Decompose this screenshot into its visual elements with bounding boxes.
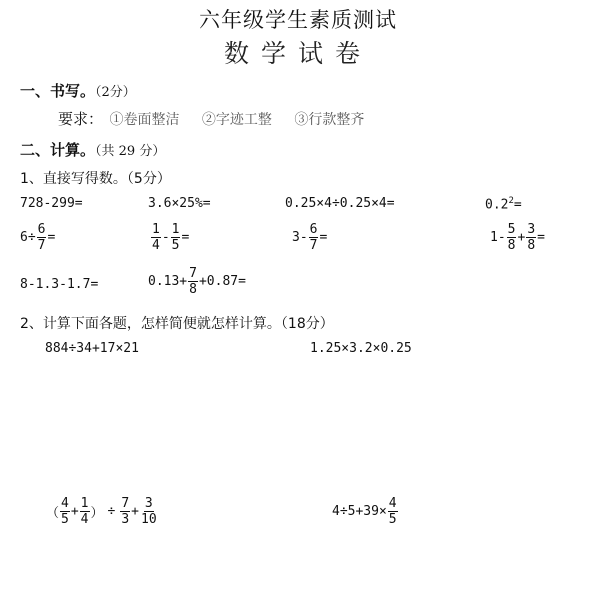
section1-heading: 一、书写。（2分） bbox=[20, 82, 136, 100]
problem-q2-4: 4÷5+39× $\frac{4}{5}$ bbox=[332, 496, 397, 527]
problem-1-2: 3.6×25%= bbox=[148, 196, 211, 211]
fraction: $\frac{1}{4}$ bbox=[80, 496, 89, 527]
problem-2-1: 6÷ $\frac{6}{7}$ = bbox=[20, 222, 56, 253]
fraction: $\frac{6}{7}$ bbox=[37, 222, 46, 253]
problem-q2-2: 1.25×3.2×0.25 bbox=[310, 341, 412, 356]
requirement-item: ①卷面整洁 bbox=[109, 112, 180, 128]
question2-title: 2、计算下面各题，怎样简便就怎样计算。（18分） bbox=[20, 316, 334, 332]
problem-1-3: 0.25×4÷0.25×4= bbox=[285, 196, 395, 211]
question1-title: 1、直接写得数。（5分） bbox=[20, 171, 171, 187]
fraction: $\frac{4}{5}$ bbox=[388, 496, 397, 527]
problem-2-2: $\frac{1}{4}$ - $\frac{1}{5}$ = bbox=[152, 222, 190, 253]
fraction: $\frac{3}{10}$ bbox=[141, 496, 157, 527]
fraction: $\frac{3}{8}$ bbox=[527, 222, 536, 253]
fraction: $\frac{7}{3}$ bbox=[121, 496, 130, 527]
requirement-item: ③行款整齐 bbox=[294, 112, 365, 128]
requirement-item: ②字迹工整 bbox=[201, 112, 272, 128]
section1-requirements bbox=[58, 108, 364, 129]
fraction: $\frac{1}{4}$ bbox=[152, 222, 160, 253]
problem-q2-1: 884÷34+17×21 bbox=[45, 341, 139, 356]
fraction: $\frac{6}{7}$ bbox=[309, 222, 318, 253]
problem-q2-3: （ $\frac{4}{5}$ + $\frac{1}{4}$ ） ÷ $\frac{7}{3}$ + $\frac{3}{10}$ bbox=[46, 496, 157, 527]
fraction: $\frac{7}{8}$ bbox=[189, 266, 197, 297]
fraction: $\frac{4}{5}$ bbox=[61, 496, 69, 527]
page-title: 六年级学生素质测试 bbox=[199, 8, 397, 32]
fraction: $\frac{1}{5}$ bbox=[171, 222, 180, 253]
page-subtitle: 数学试卷 bbox=[223, 39, 372, 68]
problem-2-3: 3- $\frac{6}{7}$ = bbox=[292, 222, 328, 253]
section2-heading: 二、计算。（共 29 分） bbox=[20, 141, 166, 159]
problem-1-4: $0.2^2=$ bbox=[485, 196, 522, 213]
problem-1-1: 728-299= bbox=[20, 196, 83, 211]
problem-3-2: 0.13+ $\frac{7}{8}$ +0.87= bbox=[148, 266, 246, 297]
problem-2-4: 1- $\frac{5}{8}$ + $\frac{3}{8}$ = bbox=[490, 222, 545, 253]
requirements-label: 要求： bbox=[58, 110, 104, 128]
fraction: $\frac{5}{8}$ bbox=[507, 222, 516, 253]
problem-3-1: 8-1.3-1.7= bbox=[20, 277, 99, 292]
